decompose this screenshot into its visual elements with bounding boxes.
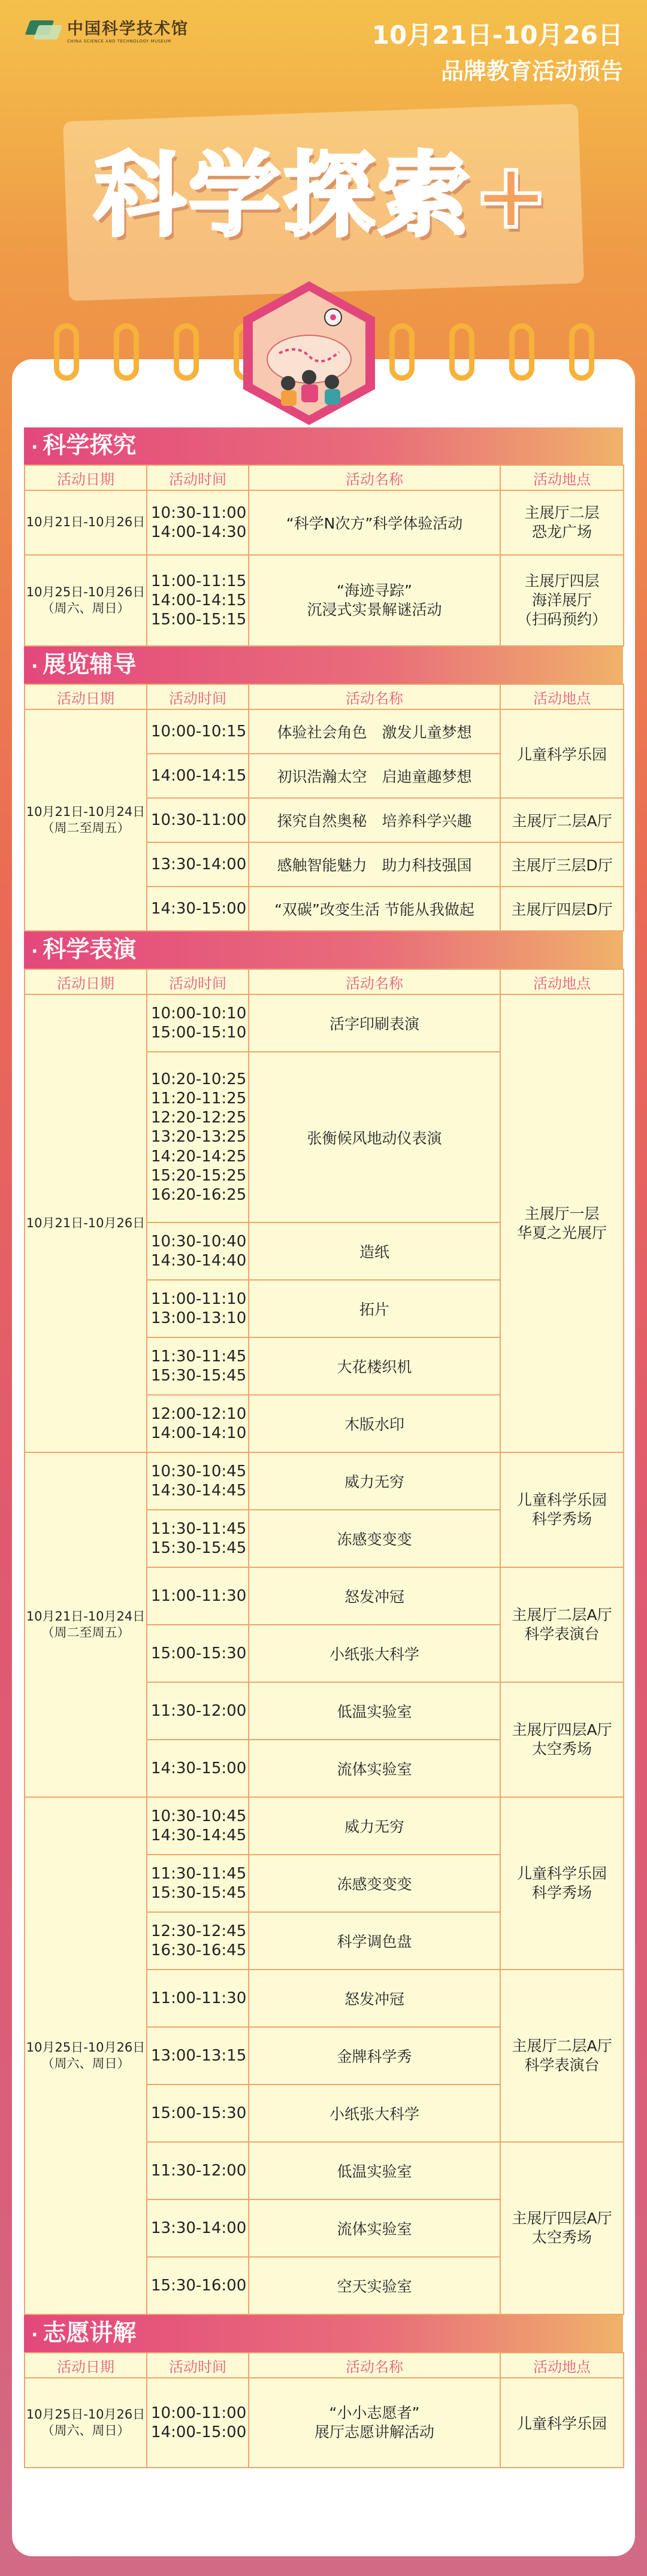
cell-time: 14:00-14:15: [147, 754, 249, 798]
cell-name: 张衡候风地动仪表演: [249, 1052, 500, 1222]
table-row: [25, 709, 624, 754]
kids-illustration-icon: [243, 281, 375, 425]
cell-time: 11:00-11:30: [147, 1970, 249, 2027]
table-header-row: [25, 465, 624, 490]
cell-place: 儿童科学乐园 科学秀场: [500, 1797, 624, 1970]
cell-time: 13:00-13:15: [147, 2027, 249, 2085]
cell-place: 主展厅四层A厅 太空秀场: [500, 1682, 624, 1797]
header-date: 活动日期: [25, 684, 147, 709]
cell-time: 12:00-12:10 14:00-14:10: [147, 1395, 249, 1452]
cell-time: 10:30-11:00: [147, 798, 249, 842]
cell-name: 木版水印: [249, 1395, 500, 1452]
cell-time: 10:30-10:45 14:30-14:45: [147, 1797, 249, 1855]
cell-place: 儿童科学乐园: [500, 2378, 624, 2468]
kids-illustration-badge: [243, 281, 375, 425]
header-date: 活动日期: [25, 2353, 147, 2378]
date-range: 10月21日-10月26日: [371, 20, 623, 50]
ring-icon: [114, 323, 139, 381]
cell-name: 威力无穷: [249, 1452, 500, 1510]
cell-name: 流体实验室: [249, 1740, 500, 1797]
logo-name-cn: 中国科学技术馆: [67, 20, 189, 38]
table-show: [24, 969, 624, 2315]
cell-name: 怒发冲冠: [249, 1970, 500, 2027]
cell-time: 15:30-16:00: [147, 2257, 249, 2314]
ring-icon: [569, 323, 594, 381]
table-volunteer: [24, 2352, 624, 2468]
cell-name: 冻感变变变: [249, 1510, 500, 1567]
cell-name: 金牌科学秀: [249, 2027, 500, 2085]
cell-time: 10:00-10:15: [147, 709, 249, 754]
cell-time: 10:00-11:00 14:00-15:00: [147, 2378, 249, 2468]
cell-name: 小纸张大科学: [249, 2085, 500, 2142]
cell-date: 10月21日-10月26日: [25, 490, 147, 555]
cell-time: 11:30-11:45 15:30-15:45: [147, 1337, 249, 1395]
cell-name: 探究自然奥秘 培养科学兴趣: [249, 798, 500, 842]
cell-place: 主展厅二层 恐龙广场: [500, 490, 624, 555]
cell-date: 10月21日-10月26日: [25, 994, 147, 1452]
cell-name: 科学调色盘: [249, 1912, 500, 1970]
header-date: 活动日期: [25, 969, 147, 994]
ring-icon: [389, 323, 415, 381]
cell-time: 10:20-10:25 11:20-11:25 12:20-12:25 13:20-13:25 14:20-14:25 15:20-15:25 16:20-16:25: [147, 1052, 249, 1222]
header-name: 活动名称: [249, 465, 500, 490]
cell-name: 大花楼织机: [249, 1337, 500, 1395]
table-header-row: [25, 969, 624, 994]
schedule-card: [12, 359, 635, 2556]
header-time: 活动时间: [147, 2353, 249, 2378]
section-title-explore: · 科学探究: [24, 427, 623, 465]
cell-name: “双碳”改变生活 节能从我做起: [249, 887, 500, 931]
cell-name: 活字印刷表演: [249, 994, 500, 1052]
cell-time: 11:00-11:15 14:00-14:15 15:00-15:15: [147, 555, 249, 646]
cell-name: 怒发冲冠: [249, 1567, 500, 1625]
ring-icon: [54, 323, 79, 381]
table-row: [25, 490, 624, 555]
cell-name: 流体实验室: [249, 2199, 500, 2257]
table-row: [25, 1452, 624, 1510]
hero-title: 科学探索+: [94, 142, 553, 248]
cell-time: 14:30-15:00: [147, 1740, 249, 1797]
cell-time: 15:00-15:30: [147, 2085, 249, 2142]
cell-name: 感触智能魅力 助力科技强国: [249, 842, 500, 887]
header-name: 活动名称: [249, 2353, 500, 2378]
cell-name: 造纸: [249, 1222, 500, 1280]
header-date: 活动日期: [25, 465, 147, 490]
logo-name-en: CHINA SCIENCE AND TECHNOLOGY MUSEUM: [67, 39, 171, 44]
cell-time: 11:30-12:00: [147, 2142, 249, 2199]
cell-name: 空天实验室: [249, 2257, 500, 2314]
cell-place: 儿童科学乐园 科学秀场: [500, 1452, 624, 1567]
cell-time: 10:30-10:45 14:30-14:45: [147, 1452, 249, 1510]
cell-name: 小纸张大科学: [249, 1625, 500, 1682]
museum-logo: [24, 16, 189, 44]
cell-place: 主展厅四层A厅 太空秀场: [500, 2142, 624, 2314]
cell-place: 主展厅四层 海洋展厅 （扫码预约）: [500, 555, 624, 646]
cell-place: 主展厅二层A厅 科学表演台: [500, 1970, 624, 2142]
ring-icon: [509, 323, 534, 381]
cell-date: 10月25日-10月26日 （周六、周日）: [25, 1797, 147, 2314]
cell-name: 低温实验室: [249, 2142, 500, 2199]
cell-time: 12:30-12:45 16:30-16:45: [147, 1912, 249, 1970]
header-time: 活动时间: [147, 465, 249, 490]
cell-name: 体验社会角色 激发儿童梦想: [249, 709, 500, 754]
cell-place: 儿童科学乐园: [500, 709, 624, 798]
cell-place: 主展厅一层 华夏之光展厅: [500, 994, 624, 1452]
cell-date: 10月21日-10月24日 （周二至周五）: [25, 709, 147, 931]
section-title-volunteer: · 志愿讲解: [24, 2315, 623, 2352]
cell-time: 10:30-11:00 14:00-14:30: [147, 490, 249, 555]
table-header-row: [25, 2353, 624, 2378]
cell-name: “海迹寻踪” 沉浸式实景解谜活动: [249, 555, 500, 646]
subtitle: 品牌教育活动预告: [440, 58, 623, 84]
table-explore: [24, 465, 624, 647]
header-time: 活动时间: [147, 684, 249, 709]
header-place: 活动地点: [500, 465, 624, 490]
header-name: 活动名称: [249, 684, 500, 709]
section-title-show: · 科学表演: [24, 932, 623, 969]
section-title-tour: · 展览辅导: [24, 647, 623, 684]
cell-time: 11:30-11:45 15:30-15:45: [147, 1855, 249, 1912]
header-place: 活动地点: [500, 684, 624, 709]
cell-time: 11:30-12:00: [147, 1682, 249, 1740]
cell-time: 11:30-11:45 15:30-15:45: [147, 1510, 249, 1567]
table-row: [25, 994, 624, 1052]
cell-time: 10:00-10:10 15:00-15:10: [147, 994, 249, 1052]
cell-name: 威力无穷: [249, 1797, 500, 1855]
cell-name: “小小志愿者” 展厅志愿讲解活动: [249, 2378, 500, 2468]
cell-time: 14:30-15:00: [147, 887, 249, 931]
header-place: 活动地点: [500, 969, 624, 994]
cell-place: 主展厅二层A厅: [500, 798, 624, 842]
table-row: [25, 555, 624, 646]
header-time: 活动时间: [147, 969, 249, 994]
table-row: [25, 1797, 624, 1855]
cell-name: 拓片: [249, 1280, 500, 1337]
ring-icon: [174, 323, 199, 381]
cell-time: 10:30-10:40 14:30-14:40: [147, 1222, 249, 1280]
cell-date: 10月25日-10月26日 （周六、周日）: [25, 555, 147, 646]
cell-time: 13:30-14:00: [147, 2199, 249, 2257]
cell-time: 15:00-15:30: [147, 1625, 249, 1682]
cell-time: 11:00-11:30: [147, 1567, 249, 1625]
table-header-row: [25, 684, 624, 709]
cell-date: 10月21日-10月24日 （周二至周五）: [25, 1452, 147, 1797]
cell-name: 初识浩瀚太空 启迪童趣梦想: [249, 754, 500, 798]
header: [0, 0, 647, 84]
table-row: [25, 2378, 624, 2468]
cell-time: 11:00-11:10 13:00-13:10: [147, 1280, 249, 1337]
header-name: 活动名称: [249, 969, 500, 994]
cell-place: 主展厅二层A厅 科学表演台: [500, 1567, 624, 1682]
cell-name: “科学N次方”科学体验活动: [249, 490, 500, 555]
cell-time: 13:30-14:00: [147, 842, 249, 887]
cell-place: 主展厅三层D厅: [500, 842, 624, 887]
cell-place: 主展厅四层D厅: [500, 887, 624, 931]
header-place: 活动地点: [500, 2353, 624, 2378]
cell-name: 低温实验室: [249, 1682, 500, 1740]
logo-mark-icon: [24, 18, 62, 42]
ring-icon: [449, 323, 474, 381]
cell-name: 冻感变变变: [249, 1855, 500, 1912]
table-tour: [24, 684, 624, 932]
cell-date: 10月25日-10月26日 （周六、周日）: [25, 2378, 147, 2468]
